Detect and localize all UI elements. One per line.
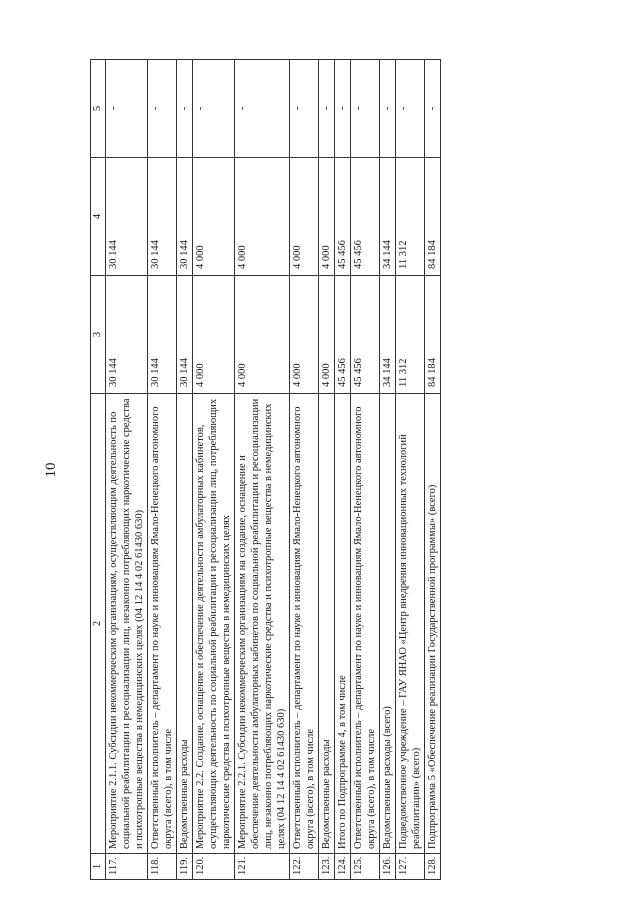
row-value-3: 4 000 <box>290 276 319 394</box>
row-value-4: 4 000 <box>319 158 335 276</box>
table-row <box>235 60 290 880</box>
budget-table <box>90 59 441 880</box>
row-value-3: 84 184 <box>425 276 441 394</box>
row-number: 125. <box>351 854 380 880</box>
row-value-5: - <box>177 60 193 158</box>
table-row <box>319 60 335 880</box>
row-value-4: 4 000 <box>235 158 290 276</box>
row-description: Ведомственные расходы <box>177 394 193 854</box>
row-number: 118. <box>148 854 177 880</box>
header-col-1: 1 <box>91 854 106 880</box>
row-number: 128. <box>425 854 441 880</box>
row-value-3: 4 000 <box>193 276 235 394</box>
table-row <box>335 60 351 880</box>
row-value-5: - <box>335 60 351 158</box>
table-row <box>396 60 425 880</box>
row-value-4: 45 456 <box>335 158 351 276</box>
row-value-3: 45 456 <box>335 276 351 394</box>
table-row <box>380 60 396 880</box>
row-value-5: - <box>290 60 319 158</box>
row-value-3: 30 144 <box>106 276 148 394</box>
rotated-page-content <box>90 60 570 880</box>
row-value-3: 30 144 <box>177 276 193 394</box>
row-number: 121. <box>235 854 290 880</box>
row-value-5: - <box>193 60 235 158</box>
row-number: 119. <box>177 854 193 880</box>
row-description: Мероприятие 2.1.1. Субсидии некоммерческим организациям, осуществляющим деятельность по социальной реабилитации и ресоциализации лиц, незаконно потребляющих наркотические средства и психотропные вещества в немедицинских целях (04 12 14 4 02 61430 630) <box>106 394 148 854</box>
row-value-5: - <box>351 60 380 158</box>
table-row <box>351 60 380 880</box>
table-row <box>425 60 441 880</box>
row-value-5: - <box>235 60 290 158</box>
row-description: Ведомственные расходы <box>319 394 335 854</box>
row-description: Итого по Подпрограмме 4, в том числе <box>335 394 351 854</box>
row-value-4: 4 000 <box>193 158 235 276</box>
row-number: 126. <box>380 854 396 880</box>
row-value-3: 11 312 <box>396 276 425 394</box>
row-value-4: 30 144 <box>148 158 177 276</box>
header-col-3: 3 <box>91 276 106 394</box>
row-value-3: 34 144 <box>380 276 396 394</box>
row-value-4: 4 000 <box>290 158 319 276</box>
table-row <box>290 60 319 880</box>
row-description: Ответственный исполнитель – департамент по науке и инновациям Ямало-Ненецкого автономного округа (всего), в том числе <box>351 394 380 854</box>
page-number: 10 <box>43 462 59 478</box>
row-value-3: 4 000 <box>235 276 290 394</box>
header-col-4: 4 <box>91 158 106 276</box>
row-value-3: 30 144 <box>148 276 177 394</box>
row-value-5: - <box>396 60 425 158</box>
row-value-4: 30 144 <box>106 158 148 276</box>
row-value-4: 11 312 <box>396 158 425 276</box>
row-description: Мероприятие 2.2.1. Субсидии некоммерческим организациям на создание, оснащение и обеспечение деятельности амбулаторных кабинетов по социальной реабилитации и ресоциализации лиц, незаконно потребляющих наркотические средства и психотропные вещества в немедицинских целях (04 12 14 4 02 61430 630) <box>235 394 290 854</box>
row-description: Ответственный исполнитель – департамент по науке и инновациям Ямало-Ненецкого автономного округа (всего), в том числе <box>290 394 319 854</box>
row-number: 124. <box>335 854 351 880</box>
table-row <box>177 60 193 880</box>
table-row <box>193 60 235 880</box>
row-description: Ответственный исполнитель – департамент по науке и инновациям Ямало-Ненецкого автономного округа (всего), в том числе <box>148 394 177 854</box>
row-value-5: - <box>380 60 396 158</box>
row-value-3: 45 456 <box>351 276 380 394</box>
row-value-4: 45 456 <box>351 158 380 276</box>
header-row <box>91 60 106 880</box>
row-description: Мероприятие 2.2. Создание, оснащение и обеспечение деятельности амбулаторных кабинетов, осуществляющих деятельность по социальной реабилитации и ресоциализации лиц, потребляющих наркотические средства и психотропные вещества в немедицинских целях <box>193 394 235 854</box>
row-value-4: 30 144 <box>177 158 193 276</box>
row-number: 127. <box>396 854 425 880</box>
row-value-5: - <box>425 60 441 158</box>
header-col-5: 5 <box>91 60 106 158</box>
row-number: 120. <box>193 854 235 880</box>
row-number: 122. <box>290 854 319 880</box>
header-col-2: 2 <box>91 394 106 854</box>
row-value-5: - <box>319 60 335 158</box>
row-value-4: 84 184 <box>425 158 441 276</box>
row-value-5: - <box>148 60 177 158</box>
table-row <box>148 60 177 880</box>
row-value-5: - <box>106 60 148 158</box>
row-number: 123. <box>319 854 335 880</box>
row-description: Подпрограмма 5 «Обеспечение реализации Государственной программы» (всего) <box>425 394 441 854</box>
table-row <box>106 60 148 880</box>
row-description: Ведомственные расходы (всего) <box>380 394 396 854</box>
row-description: Подведомственное учреждение – ГАУ ЯНАО «Центр внедрения инновационных технологий реабилитации» (всего) <box>396 394 425 854</box>
row-number: 117. <box>106 854 148 880</box>
row-value-4: 34 144 <box>380 158 396 276</box>
row-value-3: 4 000 <box>319 276 335 394</box>
